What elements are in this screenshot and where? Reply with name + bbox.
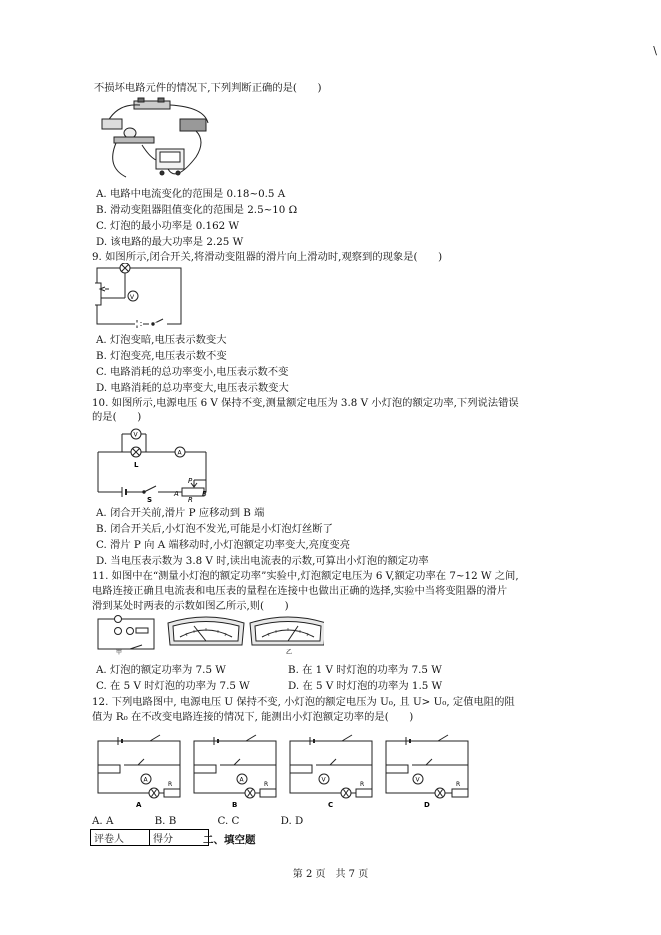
svg-text:R: R	[456, 781, 461, 788]
q11-option-c: C. 在 5 V 时灯泡的功率为 7.5 W	[96, 680, 250, 692]
q11-figures	[94, 613, 324, 655]
q10-option-c: C. 滑片 P 向 A 端移动时,小灯泡额定功率变大,亮度变亮	[96, 539, 350, 551]
q12-stem-line2: 值为 R₀ 在不改变电路连接的情况下, 能测出小灯泡额定功率的是( )	[92, 711, 414, 723]
section-title: 二、填空题	[203, 834, 256, 846]
q10-label-a: A	[174, 490, 179, 498]
q8-apparatus-figure	[96, 97, 216, 185]
q12-options: A. A B. B C. C D. D	[92, 815, 304, 827]
svg-text:A: A	[143, 776, 148, 784]
q10-stem-line1: 10. 如图所示,电源电压 6 V 保持不变,测量额定电压为 3.8 V 小灯泡的额定功率,下列说法错误	[92, 397, 519, 409]
q10-stem-line2: 的是( )	[92, 411, 142, 423]
svg-text:V: V	[133, 431, 138, 439]
q10-circuit-diagram	[94, 424, 210, 502]
q10-option-b: B. 闭合开关后,小灯泡不发光,可能是小灯泡灯丝断了	[96, 523, 333, 535]
question-intro: 不损坏电路元件的情况下,下列判断正确的是( )	[94, 82, 322, 94]
q10-label-r: R	[188, 496, 193, 502]
page-footer: 第 2 页 共 7 页	[292, 869, 369, 880]
q10-label-b: B	[202, 490, 207, 498]
q8-option-a: A. 电路中电流变化的范围是 0.18~0.5 A	[96, 188, 286, 200]
q11-stem-line1: 11. 如图中在“测量小灯泡的额定功率”实验中,灯泡额定电压为 6 V,额定功率在 7~12 W 之间,	[92, 570, 519, 582]
q8-option-d: D. 该电路的最大功率是 2.25 W	[96, 236, 244, 248]
q8-option-c: C. 灯泡的最小功率是 0.162 W	[96, 220, 240, 232]
q9-option-d: D. 电路消耗的总功率变大,电压表示数变大	[96, 382, 289, 394]
q9-option-c: C. 电路消耗的总功率变小,电压表示数不变	[96, 366, 289, 378]
q9-circuit-diagram	[95, 263, 185, 329]
q11-stem-line3: 滑到某处时两表的示数如图乙所示,则( )	[92, 600, 289, 612]
q10-label-s: S	[147, 496, 153, 502]
svg-text:A: A	[177, 449, 182, 457]
q10-option-d: D. 当电压表示数为 3.8 V 时,读出电流表的示数,可算出小灯泡的额定功率	[96, 555, 429, 567]
q12-label-c: C	[328, 801, 334, 809]
q10-label-p: P	[188, 477, 193, 485]
svg-text:V: V	[130, 294, 135, 301]
q11-stem-line2: 电路连接正确且电流表和电压表的量程在连接中也做出正确的选择,实验中当将变阻器的滑片	[92, 585, 508, 597]
q12-label-d: D	[424, 801, 430, 809]
q8-option-b: B. 滑动变阻器阻值变化的范围是 2.5~10 Ω	[96, 204, 298, 216]
q11-option-d: D. 在 5 V 时灯泡的功率为 1.5 W	[288, 680, 443, 692]
score-table-score: 得分	[150, 830, 209, 846]
svg-text:V: V	[415, 776, 420, 784]
q9-option-a: A. 灯泡变暗,电压表示数变大	[96, 334, 227, 346]
svg-text:R: R	[360, 781, 365, 788]
score-table-grader: 评卷人	[91, 830, 150, 846]
q10-option-a: A. 闭合开关前,滑片 P 应移动到 B 端	[96, 507, 265, 519]
q11-option-b: B. 在 1 V 时灯泡的功率为 7.5 W	[288, 664, 442, 676]
q10-label-l: L	[134, 461, 139, 469]
svg-text:R: R	[168, 781, 173, 788]
q12-label-a: A	[136, 801, 142, 809]
svg-text:A: A	[239, 776, 244, 784]
q11-label-jia: 甲	[116, 649, 123, 655]
q12-stem-line1: 12. 下列电路图中, 电源电压 U 保持不变, 小灯泡的额定电压为 U₀, 且 U> U₀, 定值电阻的阻	[92, 696, 515, 708]
q9-option-b: B. 灯泡变亮,电压表示数不变	[96, 350, 227, 362]
svg-text:R: R	[264, 781, 269, 788]
svg-text:V: V	[321, 776, 326, 784]
q12-label-b: B	[232, 801, 238, 809]
score-table	[90, 829, 209, 846]
q9-stem: 9. 如图所示,闭合开关,将滑动变阻器的滑片向上滑动时,观察到的现象是( )	[92, 251, 443, 263]
q11-option-a: A. 灯泡的额定功率为 7.5 W	[96, 664, 226, 676]
corner-mark: \	[653, 44, 657, 57]
q12-circuit-options	[94, 727, 470, 809]
q11-label-yi: 乙	[286, 649, 293, 655]
